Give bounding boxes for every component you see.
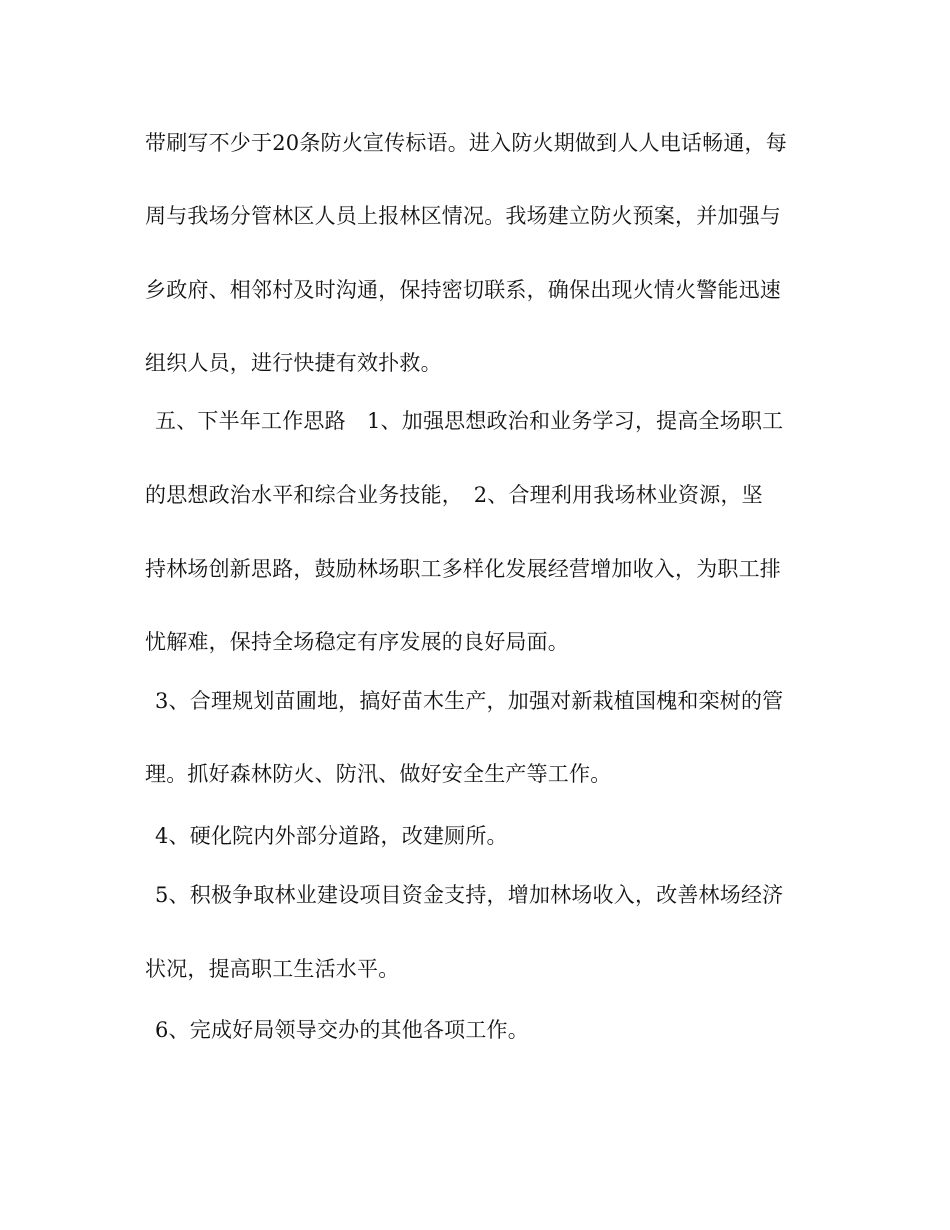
text-line-6: 的思想政治水平和综合业务技能， 2、合理利用我场林业资源，坚 bbox=[145, 483, 763, 507]
section-heading-line: 五、下半年工作思路 1、加强思想政治和业务学习，提高全场职工 bbox=[155, 409, 784, 433]
text-line-8: 忧解难，保持全场稳定有序发展的良好局面。 bbox=[145, 630, 569, 654]
text-line-4: 组织人员，进行快捷有效扑救。 bbox=[145, 351, 442, 375]
list-item-3-line-2: 理。抓好森林防火、防汛、做好安全生产等工作。 bbox=[145, 762, 612, 786]
list-item-5-line-1: 5、积极争取林业建设项目资金支持，增加林场收入，改善林场经济 bbox=[155, 883, 784, 907]
list-item-4: 4、硬化院内外部分道路，改建厕所。 bbox=[155, 824, 508, 848]
text-line-1: 带刷写不少于20条防火宣传标语。进入防火期做到人人电话畅通，每 bbox=[145, 131, 787, 155]
text-line-7: 持林场创新思路，鼓励林场职工多样化发展经营增加收入，为职工排 bbox=[145, 557, 781, 581]
list-item-5-line-2: 状况，提高职工生活水平。 bbox=[145, 957, 400, 981]
text-line-2: 周与我场分管林区人员上报林区情况。我场建立防火预案，并加强与 bbox=[145, 204, 781, 228]
list-item-3-line-1: 3、合理规划苗圃地，搞好苗木生产，加强对新栽植国槐和栾树的管 bbox=[155, 689, 784, 713]
text-line-3: 乡政府、相邻村及时沟通，保持密切联系，确保出现火情火警能迅速 bbox=[145, 278, 781, 302]
list-item-6: 6、完成好局领导交办的其他各项工作。 bbox=[155, 1018, 529, 1042]
